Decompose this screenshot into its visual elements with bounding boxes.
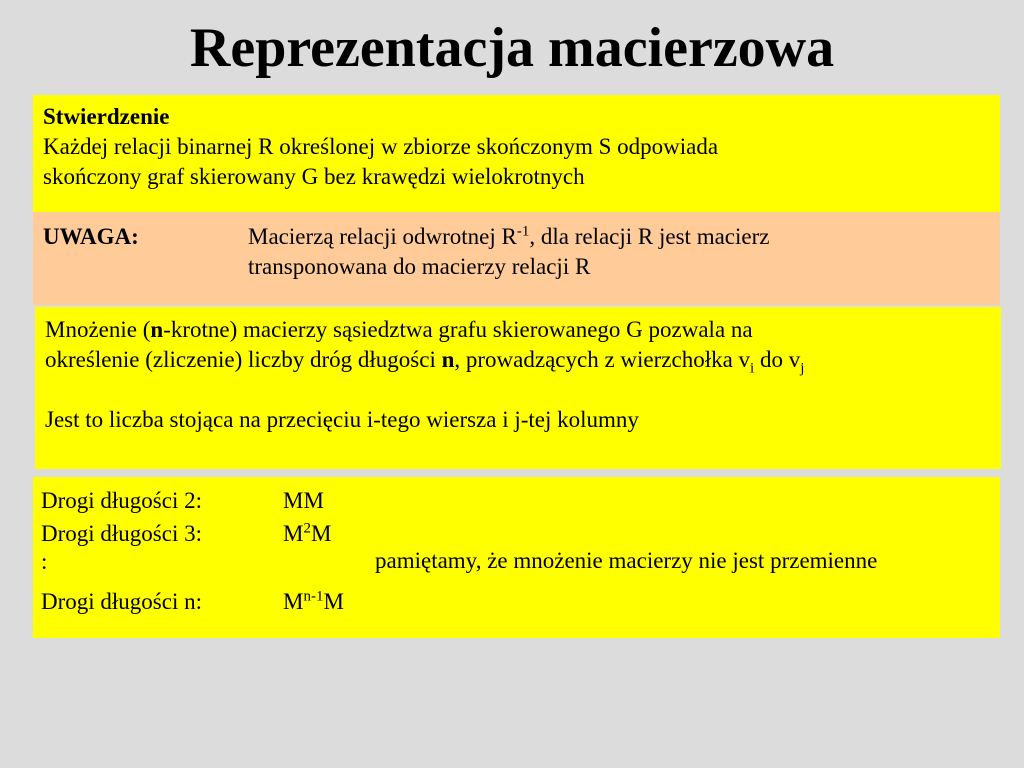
note-text: [248, 222, 948, 282]
multiplication-line-2: [45, 345, 991, 375]
multiplication-line-3: Jest to liczba stojąca na przecięciu i-tego wiersza i j-tej kolumny: [45, 407, 639, 432]
slide-title: Reprezentacja macierzowa: [189, 17, 835, 79]
note-text-line-2: transponowana do macierzy relacji R: [248, 254, 591, 279]
note-superscript: -1: [516, 223, 530, 240]
path-value-exponent: 2: [303, 520, 311, 537]
note-text-a: Macierzą relacji odwrotnej R: [248, 224, 517, 249]
note-label: UWAGA:: [43, 224, 139, 249]
multiplication-line-1: [45, 315, 991, 345]
note-box: [33, 212, 1000, 305]
mult-text: -krotne) macierzy sąsiedztwa grafu skierowanego G pozwala na: [163, 317, 753, 342]
path-value-tail: M: [310, 521, 332, 546]
subscript-i: i: [750, 360, 755, 377]
statement-heading: Stwierdzenie: [43, 104, 170, 129]
subscript-j: j: [800, 360, 805, 377]
path-value: [283, 519, 331, 549]
mult-bold-n: n: [150, 317, 164, 342]
commutativity-remark: pamiętamy, że mnożenie macierzy nie jest przemienne: [375, 548, 878, 573]
path-value-tail: M: [323, 589, 344, 614]
path-value: [283, 587, 344, 617]
path-label: Drogi długości 2:: [41, 488, 202, 513]
path-value-base: M: [283, 521, 304, 546]
path-label: Drogi długości n:: [41, 589, 202, 614]
mult-text: określenie (zliczenie) liczby dróg długości: [45, 347, 442, 372]
mult-bold-n: n: [441, 347, 455, 372]
path-value-exponent: n-1: [303, 588, 324, 605]
path-value-base: M: [283, 589, 304, 614]
statement-line-2: skończony graf skierowany G bez krawędzi wielokrotnych: [43, 164, 585, 189]
path-value: MM: [283, 488, 324, 513]
multiplication-box: [35, 307, 1001, 469]
mult-text: do v: [754, 347, 801, 372]
mult-text: , prowadzących z wierzchołka v: [454, 347, 751, 372]
paths-box: [33, 477, 1000, 638]
statement-box: [33, 95, 1000, 212]
statement-line-1: Każdej relacji binarnej R określonej w zbiorze skończonym S odpowiada: [43, 134, 719, 159]
mult-text: Mnożenie (: [45, 317, 151, 342]
path-label: Drogi długości 3:: [41, 521, 202, 546]
note-text-b: , dla relacji R jest macierz: [529, 224, 770, 249]
path-label: :: [41, 549, 48, 574]
